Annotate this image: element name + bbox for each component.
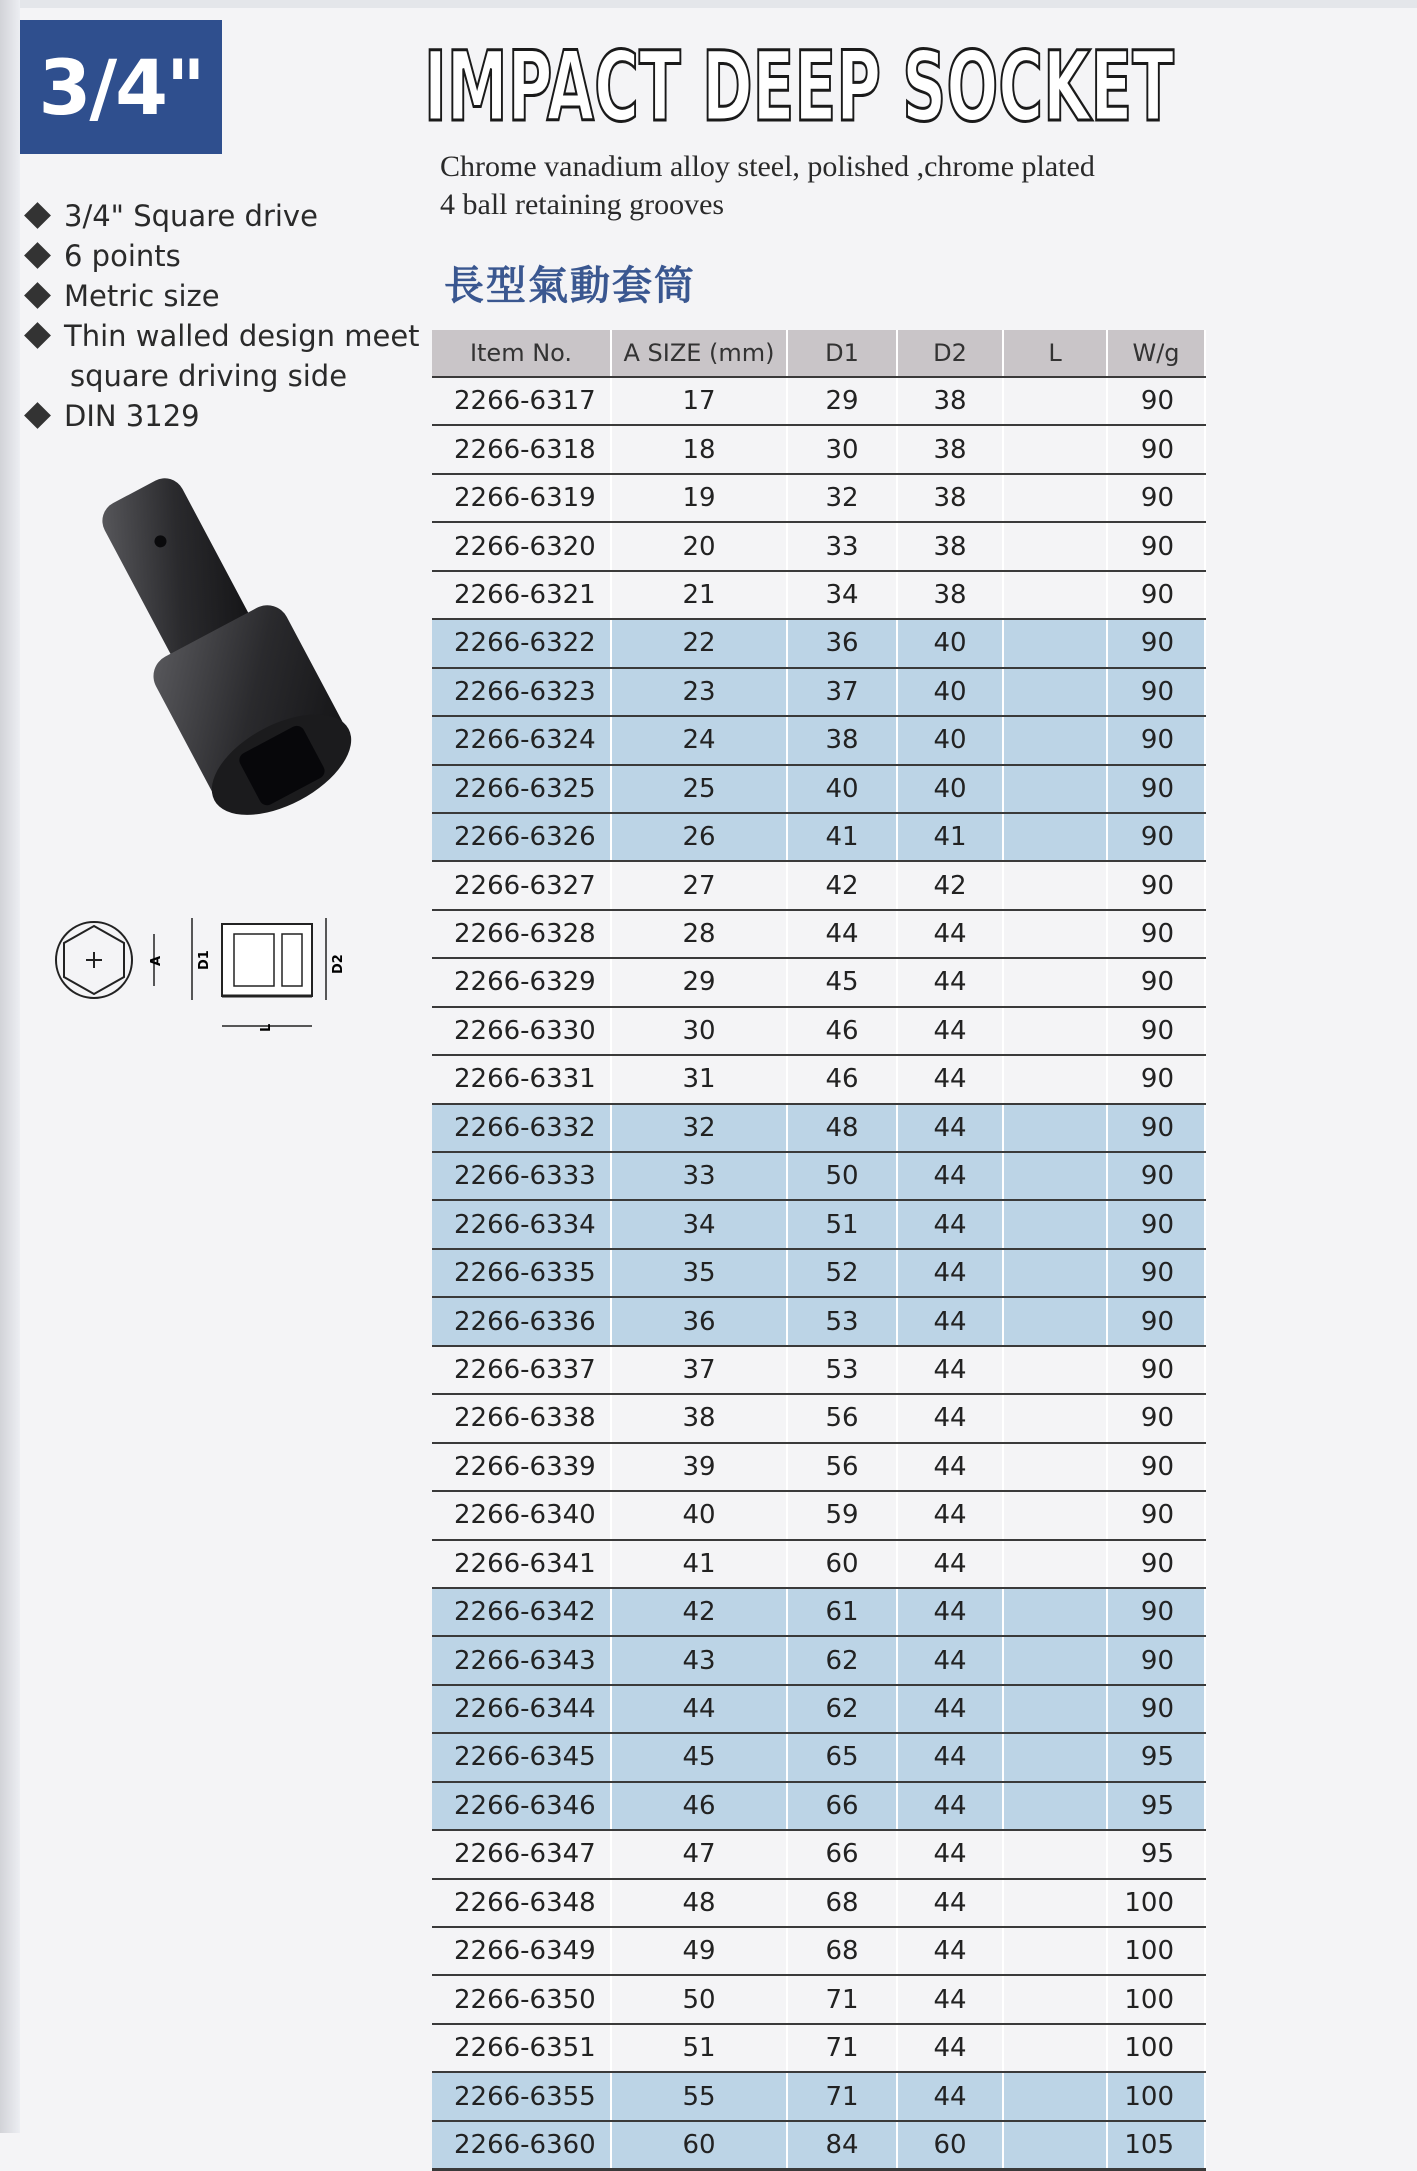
table-cell-item: 2266-6330 [432, 1008, 612, 1054]
table-cell-d1: 30 [788, 426, 898, 472]
drive-size-badge [20, 20, 222, 154]
table-cell-d1: 45 [788, 959, 898, 1005]
table-cell-d1: 29 [788, 378, 898, 424]
table-cell-item: 2266-6334 [432, 1201, 612, 1247]
table-cell-a: 26 [612, 814, 788, 860]
table-cell-d1: 32 [788, 475, 898, 521]
table-cell-item: 2266-6322 [432, 620, 612, 666]
table-cell-a: 42 [612, 1589, 788, 1635]
table-row [432, 1539, 1206, 1587]
table-cell-l [1004, 1783, 1108, 1829]
table-cell-a: 36 [612, 1298, 788, 1344]
table-row [432, 1781, 1206, 1829]
table-cell-d1: 41 [788, 814, 898, 860]
table-cell-d2: 44 [898, 2025, 1004, 2071]
table-cell-w: 90 [1108, 1298, 1206, 1344]
table-cell-l [1004, 1008, 1108, 1054]
table-cell-a: 43 [612, 1637, 788, 1683]
feature-list [24, 196, 424, 436]
table-cell-l [1004, 1589, 1108, 1635]
table-cell-d2: 44 [898, 1541, 1004, 1587]
table-cell-l [1004, 378, 1108, 424]
table-cell-item: 2266-6336 [432, 1298, 612, 1344]
table-cell-item: 2266-6331 [432, 1056, 612, 1102]
table-cell-item: 2266-6340 [432, 1492, 612, 1538]
table-cell-item: 2266-6318 [432, 426, 612, 472]
table-cell-d2: 44 [898, 1637, 1004, 1683]
table-cell-w: 90 [1108, 572, 1206, 618]
table-cell-a: 37 [612, 1347, 788, 1393]
table-cell-d2: 44 [898, 1056, 1004, 1102]
chinese-title: 長型氣動套筒 [444, 263, 696, 309]
table-cell-item: 2266-6355 [432, 2073, 612, 2119]
table-cell-w: 90 [1108, 959, 1206, 1005]
feature-item: 3/4" Square drive [24, 196, 424, 236]
table-cell-d2: 44 [898, 1928, 1004, 1974]
table-cell-l [1004, 862, 1108, 908]
table-cell-d1: 46 [788, 1056, 898, 1102]
table-cell-d1: 71 [788, 2073, 898, 2119]
table-cell-w: 90 [1108, 620, 1206, 666]
table-cell-w: 90 [1108, 1201, 1206, 1247]
table-row [432, 1732, 1206, 1780]
table-row [432, 764, 1206, 812]
table-cell-l [1004, 1444, 1108, 1490]
table-cell-a: 39 [612, 1444, 788, 1490]
table-cell-d1: 34 [788, 572, 898, 618]
table-cell-l [1004, 1395, 1108, 1441]
table-cell-d1: 51 [788, 1201, 898, 1247]
table-cell-d1: 40 [788, 766, 898, 812]
table-cell-w: 90 [1108, 1153, 1206, 1199]
table-cell-l [1004, 1541, 1108, 1587]
table-cell-w: 90 [1108, 1347, 1206, 1393]
table-cell-a: 40 [612, 1492, 788, 1538]
table-row [432, 1199, 1206, 1247]
table-cell-a: 60 [612, 2122, 788, 2168]
table-cell-item: 2266-6345 [432, 1734, 612, 1780]
table-cell-item: 2266-6348 [432, 1880, 612, 1926]
table-cell-w: 105 [1108, 2122, 1206, 2168]
table-cell-d1: 48 [788, 1105, 898, 1151]
table-cell-d2: 44 [898, 1298, 1004, 1344]
table-cell-l [1004, 1734, 1108, 1780]
table-cell-item: 2266-6323 [432, 669, 612, 715]
table-cell-d2: 38 [898, 475, 1004, 521]
table-body [432, 376, 1206, 2168]
table-cell-d1: 56 [788, 1395, 898, 1441]
diamond-bullet-icon [24, 322, 51, 349]
column-header: W/g [1108, 330, 1206, 376]
table-cell-w: 90 [1108, 1395, 1206, 1441]
table-cell-d1: 52 [788, 1250, 898, 1296]
table-cell-w: 90 [1108, 911, 1206, 957]
table-cell-a: 17 [612, 378, 788, 424]
table-cell-item: 2266-6321 [432, 572, 612, 618]
table-cell-item: 2266-6338 [432, 1395, 612, 1441]
table-cell-l [1004, 1250, 1108, 1296]
table-cell-item: 2266-6344 [432, 1686, 612, 1732]
table-cell-a: 48 [612, 1880, 788, 1926]
table-cell-l [1004, 717, 1108, 763]
table-cell-a: 45 [612, 1734, 788, 1780]
table-cell-a: 23 [612, 669, 788, 715]
table-cell-a: 31 [612, 1056, 788, 1102]
feature-item-continuation: square driving side [70, 359, 348, 393]
table-cell-w: 90 [1108, 862, 1206, 908]
table-cell-d1: 46 [788, 1008, 898, 1054]
table-cell-l [1004, 1492, 1108, 1538]
table-cell-a: 41 [612, 1541, 788, 1587]
table-cell-d1: 50 [788, 1153, 898, 1199]
table-cell-item: 2266-6347 [432, 1831, 612, 1877]
table-cell-w: 100 [1108, 1976, 1206, 2022]
table-row [432, 2120, 1206, 2168]
table-row [432, 424, 1206, 472]
table-cell-d1: 71 [788, 2025, 898, 2071]
table-cell-d2: 38 [898, 426, 1004, 472]
table-cell-item: 2266-6342 [432, 1589, 612, 1635]
title-graphic [420, 28, 1180, 138]
table-cell-d2: 44 [898, 1831, 1004, 1877]
table-cell-d1: 38 [788, 717, 898, 763]
table-cell-d2: 44 [898, 1395, 1004, 1441]
table-row [432, 1587, 1206, 1635]
description-line: Chrome vanadium alloy steel, polished ,chrome plated [440, 150, 1095, 183]
table-cell-d1: 84 [788, 2122, 898, 2168]
table-cell-a: 47 [612, 1831, 788, 1877]
table-cell-d2: 44 [898, 959, 1004, 1005]
table-cell-d2: 44 [898, 1783, 1004, 1829]
table-cell-d2: 38 [898, 572, 1004, 618]
feature-item: DIN 3129 [24, 396, 424, 436]
table-cell-d1: 60 [788, 1541, 898, 1587]
table-cell-d1: 62 [788, 1686, 898, 1732]
table-row [432, 1006, 1206, 1054]
table-row [432, 667, 1206, 715]
table-cell-w: 90 [1108, 814, 1206, 860]
table-cell-a: 21 [612, 572, 788, 618]
table-row [432, 1878, 1206, 1926]
table-cell-d1: 33 [788, 523, 898, 569]
table-cell-w: 90 [1108, 1492, 1206, 1538]
table-cell-d2: 44 [898, 1589, 1004, 1635]
table-cell-l [1004, 2122, 1108, 2168]
table-cell-d2: 44 [898, 1444, 1004, 1490]
table-cell-a: 34 [612, 1201, 788, 1247]
table-cell-a: 19 [612, 475, 788, 521]
table-cell-d1: 44 [788, 911, 898, 957]
table-cell-w: 100 [1108, 2025, 1206, 2071]
page-title [420, 28, 1180, 138]
table-row [432, 860, 1206, 908]
table-cell-l [1004, 1686, 1108, 1732]
diamond-bullet-icon [24, 282, 51, 309]
table-cell-w: 90 [1108, 1589, 1206, 1635]
feature-item: 6 points [24, 236, 424, 276]
column-header: D1 [788, 330, 898, 376]
diamond-bullet-icon [24, 202, 51, 229]
table-row [432, 2071, 1206, 2119]
table-cell-l [1004, 669, 1108, 715]
table-row [432, 1442, 1206, 1490]
table-cell-l [1004, 814, 1108, 860]
top-edge [20, 0, 1417, 8]
table-cell-l [1004, 475, 1108, 521]
table-cell-d2: 41 [898, 814, 1004, 860]
table-cell-item: 2266-6327 [432, 862, 612, 908]
table-row [432, 521, 1206, 569]
table-cell-d2: 40 [898, 766, 1004, 812]
dim-label-d2: D2 [331, 954, 346, 974]
socket-side-view [222, 924, 312, 996]
table-cell-d2: 44 [898, 1347, 1004, 1393]
table-cell-d2: 40 [898, 669, 1004, 715]
table-cell-d2: 42 [898, 862, 1004, 908]
table-cell-item: 2266-6317 [432, 378, 612, 424]
table-row [432, 2023, 1206, 2071]
table-cell-w: 90 [1108, 1541, 1206, 1587]
table-cell-a: 46 [612, 1783, 788, 1829]
table-row [432, 1345, 1206, 1393]
page-gutter [0, 0, 20, 2133]
table-cell-d2: 44 [898, 1686, 1004, 1732]
table-cell-l [1004, 1637, 1108, 1683]
table-cell-l [1004, 572, 1108, 618]
table-cell-item: 2266-6320 [432, 523, 612, 569]
table-cell-item: 2266-6349 [432, 1928, 612, 1974]
table-cell-w: 90 [1108, 766, 1206, 812]
spec-table [432, 330, 1206, 2171]
table-cell-l [1004, 1976, 1108, 2022]
table-cell-l [1004, 523, 1108, 569]
table-cell-d1: 62 [788, 1637, 898, 1683]
table-cell-item: 2266-6329 [432, 959, 612, 1005]
table-cell-a: 51 [612, 2025, 788, 2071]
table-cell-w: 90 [1108, 1250, 1206, 1296]
table-cell-item: 2266-6337 [432, 1347, 612, 1393]
table-row [432, 909, 1206, 957]
table-cell-w: 90 [1108, 669, 1206, 715]
feature-item: Metric size [24, 276, 424, 316]
table-cell-d2: 44 [898, 1492, 1004, 1538]
table-cell-a: 35 [612, 1250, 788, 1296]
table-cell-d1: 42 [788, 862, 898, 908]
table-cell-l [1004, 2025, 1108, 2071]
table-cell-a: 28 [612, 911, 788, 957]
table-cell-l [1004, 911, 1108, 957]
table-cell-w: 95 [1108, 1734, 1206, 1780]
title-text: IMPACT DEEP SOCKET [424, 31, 1174, 138]
table-cell-a: 33 [612, 1153, 788, 1199]
table-cell-l [1004, 1105, 1108, 1151]
table-cell-d1: 65 [788, 1734, 898, 1780]
table-row [432, 1829, 1206, 1877]
table-row [432, 618, 1206, 666]
table-cell-l [1004, 1880, 1108, 1926]
table-cell-l [1004, 1201, 1108, 1247]
table-cell-a: 30 [612, 1008, 788, 1054]
table-cell-w: 90 [1108, 1637, 1206, 1683]
table-row [432, 473, 1206, 521]
table-cell-l [1004, 1056, 1108, 1102]
table-cell-l [1004, 1298, 1108, 1344]
table-cell-l [1004, 1831, 1108, 1877]
table-cell-item: 2266-6341 [432, 1541, 612, 1587]
table-cell-item: 2266-6319 [432, 475, 612, 521]
table-cell-w: 90 [1108, 378, 1206, 424]
table-cell-l [1004, 959, 1108, 1005]
product-description [440, 148, 1200, 224]
table-row [432, 570, 1206, 618]
table-cell-d1: 56 [788, 1444, 898, 1490]
table-cell-l [1004, 766, 1108, 812]
description-line: 4 ball retaining grooves [440, 188, 725, 221]
table-row [432, 1635, 1206, 1683]
table-cell-w: 90 [1108, 475, 1206, 521]
table-row [432, 1393, 1206, 1441]
table-cell-item: 2266-6335 [432, 1250, 612, 1296]
table-cell-d2: 44 [898, 1734, 1004, 1780]
table-cell-item: 2266-6343 [432, 1637, 612, 1683]
table-cell-a: 20 [612, 523, 788, 569]
table-cell-l [1004, 1347, 1108, 1393]
table-cell-d2: 40 [898, 717, 1004, 763]
dim-label-a: A [149, 955, 164, 966]
dimension-diagram [50, 910, 390, 1050]
diamond-bullet-icon [24, 242, 51, 269]
column-header: A SIZE (mm) [612, 330, 788, 376]
table-header-row [432, 330, 1206, 376]
table-cell-d1: 66 [788, 1783, 898, 1829]
table-cell-l [1004, 2073, 1108, 2119]
table-cell-d1: 68 [788, 1880, 898, 1926]
table-cell-d2: 44 [898, 1250, 1004, 1296]
table-cell-d1: 71 [788, 1976, 898, 2022]
table-cell-a: 55 [612, 2073, 788, 2119]
table-cell-a: 38 [612, 1395, 788, 1441]
dim-label-l: L [259, 1023, 274, 1032]
table-cell-d1: 68 [788, 1928, 898, 1974]
table-cell-item: 2266-6351 [432, 2025, 612, 2071]
column-header: Item No. [432, 330, 612, 376]
table-row [432, 1684, 1206, 1732]
table-row [432, 812, 1206, 860]
table-cell-d1: 53 [788, 1347, 898, 1393]
table-cell-item: 2266-6360 [432, 2122, 612, 2168]
table-cell-w: 90 [1108, 1105, 1206, 1151]
table-cell-a: 18 [612, 426, 788, 472]
table-cell-item: 2266-6332 [432, 1105, 612, 1151]
table-cell-d2: 40 [898, 620, 1004, 666]
table-cell-w: 90 [1108, 1444, 1206, 1490]
feature-item: Thin walled design meet [24, 316, 424, 356]
table-cell-l [1004, 426, 1108, 472]
table-cell-a: 49 [612, 1928, 788, 1974]
table-cell-d2: 44 [898, 1201, 1004, 1247]
table-row [432, 376, 1206, 424]
table-cell-item: 2266-6333 [432, 1153, 612, 1199]
table-row [432, 1103, 1206, 1151]
table-cell-d2: 44 [898, 1153, 1004, 1199]
table-cell-w: 90 [1108, 717, 1206, 763]
table-cell-d1: 59 [788, 1492, 898, 1538]
table-cell-item: 2266-6350 [432, 1976, 612, 2022]
table-cell-d2: 44 [898, 1976, 1004, 2022]
table-row [432, 1296, 1206, 1344]
table-cell-l [1004, 1153, 1108, 1199]
table-row [432, 1151, 1206, 1199]
table-cell-l [1004, 1928, 1108, 1974]
table-cell-d1: 61 [788, 1589, 898, 1635]
table-row [432, 1248, 1206, 1296]
table-cell-d1: 37 [788, 669, 898, 715]
table-cell-d2: 38 [898, 378, 1004, 424]
table-cell-d1: 36 [788, 620, 898, 666]
table-cell-l [1004, 620, 1108, 666]
table-cell-w: 95 [1108, 1831, 1206, 1877]
table-cell-d2: 60 [898, 2122, 1004, 2168]
table-cell-a: 29 [612, 959, 788, 1005]
table-cell-a: 44 [612, 1686, 788, 1732]
table-row [432, 1054, 1206, 1102]
diamond-bullet-icon [24, 402, 51, 429]
table-cell-d1: 53 [788, 1298, 898, 1344]
table-cell-w: 100 [1108, 2073, 1206, 2119]
table-cell-item: 2266-6346 [432, 1783, 612, 1829]
table-cell-d2: 38 [898, 523, 1004, 569]
table-row [432, 1490, 1206, 1538]
table-cell-item: 2266-6324 [432, 717, 612, 763]
drive-size-text: 3/4" [38, 42, 204, 132]
table-cell-w: 90 [1108, 1056, 1206, 1102]
table-cell-d1: 66 [788, 1831, 898, 1877]
table-cell-item: 2266-6339 [432, 1444, 612, 1490]
table-cell-item: 2266-6325 [432, 766, 612, 812]
table-cell-w: 95 [1108, 1783, 1206, 1829]
table-cell-d2: 44 [898, 2073, 1004, 2119]
socket-photo [54, 478, 394, 818]
table-cell-w: 100 [1108, 1928, 1206, 1974]
table-row [432, 1926, 1206, 1974]
table-cell-w: 90 [1108, 1008, 1206, 1054]
table-cell-a: 50 [612, 1976, 788, 2022]
table-cell-a: 32 [612, 1105, 788, 1151]
table-cell-w: 90 [1108, 426, 1206, 472]
table-cell-d2: 44 [898, 1880, 1004, 1926]
table-cell-item: 2266-6328 [432, 911, 612, 957]
table-cell-item: 2266-6326 [432, 814, 612, 860]
column-header: D2 [898, 330, 1004, 376]
table-cell-a: 25 [612, 766, 788, 812]
table-cell-d2: 44 [898, 1008, 1004, 1054]
table-row [432, 1974, 1206, 2022]
table-cell-w: 90 [1108, 523, 1206, 569]
table-row [432, 715, 1206, 763]
table-cell-a: 22 [612, 620, 788, 666]
table-cell-d2: 44 [898, 911, 1004, 957]
column-header: L [1004, 330, 1108, 376]
table-row [432, 957, 1206, 1005]
table-cell-a: 24 [612, 717, 788, 763]
table-cell-a: 27 [612, 862, 788, 908]
dim-label-d1: D1 [197, 950, 212, 970]
table-cell-w: 90 [1108, 1686, 1206, 1732]
table-cell-d2: 44 [898, 1105, 1004, 1151]
table-cell-w: 100 [1108, 1880, 1206, 1926]
